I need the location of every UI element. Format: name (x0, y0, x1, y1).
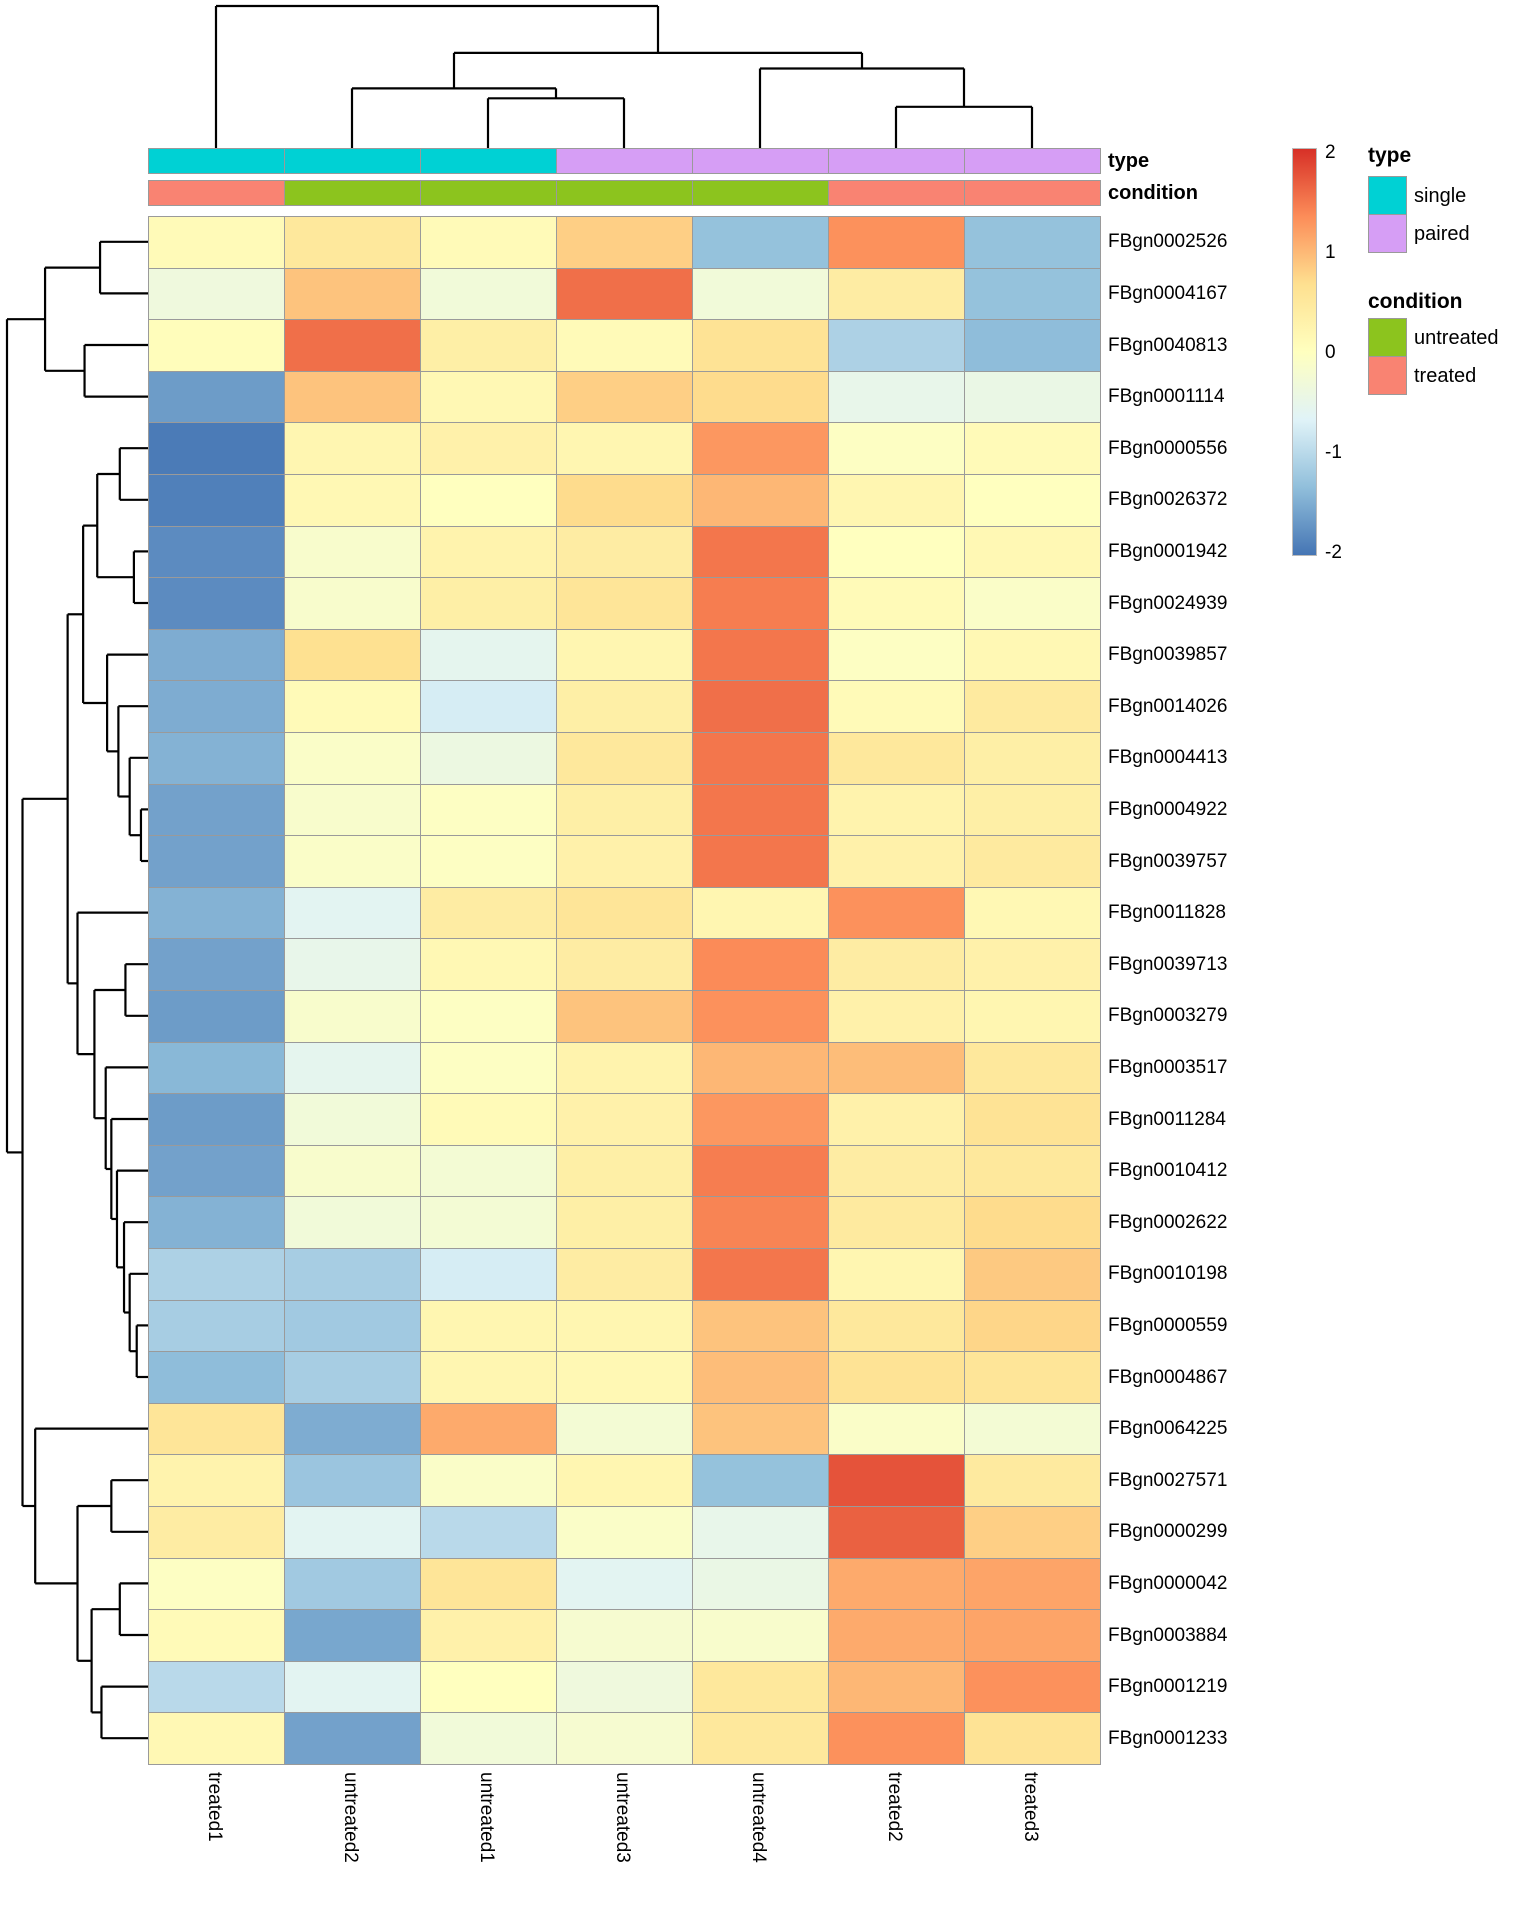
column-label: untreated1 (476, 1772, 497, 1863)
heatmap-cell (692, 1454, 829, 1507)
annotation-cell (692, 180, 829, 206)
heatmap-cell (828, 1558, 965, 1611)
heatmap-cell (828, 526, 965, 579)
heatmap-cell (828, 474, 965, 527)
heatmap-cell (828, 990, 965, 1043)
heatmap-cell (148, 1454, 285, 1507)
heatmap-cell (284, 1093, 421, 1146)
row-label: FBgn0004167 (1108, 282, 1228, 304)
column-label: treated3 (1020, 1772, 1041, 1842)
heatmap-cell (148, 526, 285, 579)
heatmap-cell (148, 784, 285, 837)
heatmap-cell (556, 784, 693, 837)
row-label: FBgn0039857 (1108, 644, 1228, 666)
heatmap-cell (556, 1712, 693, 1765)
heatmap-cell (284, 938, 421, 991)
row-label: FBgn0010198 (1108, 1263, 1228, 1285)
heatmap-cell (692, 319, 829, 372)
heatmap-cell (420, 784, 557, 837)
heatmap-cell (828, 1712, 965, 1765)
heatmap-cell (148, 938, 285, 991)
heatmap-cell (964, 474, 1101, 527)
heatmap-cell (964, 835, 1101, 888)
heatmap-cell (964, 1712, 1101, 1765)
heatmap-cell (148, 1661, 285, 1714)
heatmap-cell (692, 938, 829, 991)
heatmap-cell (420, 938, 557, 991)
heatmap-cell (556, 1403, 693, 1456)
heatmap-cell (148, 1403, 285, 1456)
heatmap-cell (420, 474, 557, 527)
heatmap-cell (964, 1300, 1101, 1353)
heatmap-cell (692, 577, 829, 630)
heatmap-cell (284, 887, 421, 940)
heatmap-cell (828, 1351, 965, 1404)
heatmap-cell (556, 371, 693, 424)
heatmap-cell (964, 629, 1101, 682)
legend-item-label: untreated (1414, 327, 1499, 349)
row-label: FBgn0001942 (1108, 540, 1228, 562)
heatmap-cell (284, 835, 421, 888)
heatmap-cell (148, 1145, 285, 1198)
heatmap-cell (692, 422, 829, 475)
type-bar-label: type (1108, 150, 1150, 172)
heatmap-cell (148, 1196, 285, 1249)
heatmap-cell (148, 1248, 285, 1301)
heatmap-cell (148, 577, 285, 630)
heatmap-cell (828, 629, 965, 682)
heatmap-cell (828, 1403, 965, 1456)
heatmap-cell (692, 1506, 829, 1559)
heatmap-cell (828, 732, 965, 785)
heatmap-cell (148, 887, 285, 940)
annotation-cell (828, 180, 965, 206)
legend-swatch (1368, 214, 1407, 253)
heatmap-cell (284, 1145, 421, 1198)
row-label: FBgn0000299 (1108, 1521, 1228, 1543)
row-label: FBgn0064225 (1108, 1418, 1228, 1440)
heatmap-cell (964, 1093, 1101, 1146)
heatmap-cell (148, 474, 285, 527)
heatmap-cell (964, 319, 1101, 372)
heatmap-cell (828, 1042, 965, 1095)
heatmap-cell (284, 680, 421, 733)
heatmap-cell (148, 1093, 285, 1146)
heatmap-cell (964, 1558, 1101, 1611)
heatmap-cell (284, 371, 421, 424)
heatmap-cell (964, 371, 1101, 424)
row-label: FBgn0011284 (1108, 1108, 1226, 1130)
heatmap-cell (556, 1093, 693, 1146)
heatmap-cell (284, 1454, 421, 1507)
row-label: FBgn0002526 (1108, 231, 1228, 253)
heatmap-cell (828, 1454, 965, 1507)
heatmap-cell (692, 1712, 829, 1765)
annotation-cell (284, 148, 421, 174)
colorbar-tick: -1 (1325, 441, 1342, 463)
heatmap-cell (964, 577, 1101, 630)
heatmap-cell (420, 1661, 557, 1714)
heatmap-cell (148, 680, 285, 733)
heatmap-cell (556, 1661, 693, 1714)
annotation-cell (964, 180, 1101, 206)
heatmap-cell (556, 1506, 693, 1559)
annotation-cell (148, 180, 285, 206)
row-label: FBgn0000559 (1108, 1314, 1228, 1336)
heatmap-cell (148, 422, 285, 475)
heatmap-cell (828, 1661, 965, 1714)
annotation-cell (692, 148, 829, 174)
heatmap-cell (284, 990, 421, 1043)
heatmap-cell (556, 1145, 693, 1198)
legend-item-label: paired (1414, 223, 1470, 245)
heatmap-cell (148, 1300, 285, 1353)
heatmap-cell (148, 371, 285, 424)
heatmap-cell (284, 1609, 421, 1662)
heatmap-cell (420, 1558, 557, 1611)
row-label: FBgn0027571 (1108, 1469, 1228, 1491)
heatmap-cell (420, 1609, 557, 1662)
row-label: FBgn0002622 (1108, 1211, 1228, 1233)
heatmap-cell (556, 835, 693, 888)
heatmap-cell (692, 680, 829, 733)
heatmap-cell (692, 1661, 829, 1714)
heatmap-cell (692, 1145, 829, 1198)
heatmap-cell (420, 1351, 557, 1404)
heatmap-cell (556, 1351, 693, 1404)
heatmap-cell (420, 319, 557, 372)
heatmap-cell (420, 1506, 557, 1559)
column-label: treated2 (884, 1772, 905, 1842)
heatmap-cell (692, 732, 829, 785)
row-label: FBgn0001114 (1108, 386, 1225, 408)
heatmap-cell (828, 422, 965, 475)
heatmap-cell (692, 835, 829, 888)
annotation-cell (556, 180, 693, 206)
heatmap-cell (828, 1093, 965, 1146)
heatmap-cell (284, 474, 421, 527)
heatmap-cell (964, 1403, 1101, 1456)
heatmap-cell (148, 990, 285, 1043)
colorbar-tick: 0 (1325, 341, 1336, 363)
heatmap-cell (964, 1351, 1101, 1404)
heatmap-cell (148, 268, 285, 321)
heatmap-cell (420, 577, 557, 630)
column-label: untreated4 (748, 1772, 769, 1863)
heatmap-cell (964, 1454, 1101, 1507)
heatmap-cell (556, 1558, 693, 1611)
annotation-cell (148, 148, 285, 174)
heatmap-cell (420, 629, 557, 682)
colorbar (1292, 148, 1317, 556)
heatmap-cell (148, 1351, 285, 1404)
heatmap-cell (420, 990, 557, 1043)
heatmap-cell (284, 1558, 421, 1611)
heatmap-cell (556, 1454, 693, 1507)
annotation-cell (284, 180, 421, 206)
row-label: FBgn0024939 (1108, 592, 1228, 614)
heatmap-cell (420, 680, 557, 733)
heatmap-cell (420, 1248, 557, 1301)
heatmap-cell (420, 835, 557, 888)
heatmap-cell (692, 1196, 829, 1249)
heatmap-cell (556, 1196, 693, 1249)
heatmap-cell (828, 268, 965, 321)
heatmap-cell (556, 1609, 693, 1662)
heatmap-cell (556, 474, 693, 527)
heatmap-cell (828, 887, 965, 940)
heatmap-cell (284, 577, 421, 630)
row-label: FBgn0001233 (1108, 1727, 1228, 1749)
heatmap-cell (964, 680, 1101, 733)
heatmap-cell (828, 784, 965, 837)
row-label: FBgn0010412 (1108, 1160, 1228, 1182)
heatmap-cell (420, 1300, 557, 1353)
heatmap-cell (556, 1248, 693, 1301)
colorbar-tick: 1 (1325, 241, 1336, 263)
heatmap-cell (692, 1558, 829, 1611)
heatmap-cell (284, 526, 421, 579)
row-dendrogram (7, 242, 148, 1738)
heatmap-cell (692, 784, 829, 837)
heatmap-cell (420, 1403, 557, 1456)
heatmap-cell (556, 268, 693, 321)
heatmap-cell (828, 577, 965, 630)
heatmap-cell (828, 1196, 965, 1249)
heatmap-cell (964, 422, 1101, 475)
heatmap-cell (692, 1300, 829, 1353)
heatmap-cell (420, 732, 557, 785)
heatmap-cell (148, 732, 285, 785)
heatmap-cell (964, 990, 1101, 1043)
condition-legend-title: condition (1368, 290, 1463, 313)
heatmap-cell (964, 1248, 1101, 1301)
heatmap-cell (556, 577, 693, 630)
heatmap-cell (556, 422, 693, 475)
row-label: FBgn0014026 (1108, 695, 1228, 717)
heatmap-cell (284, 1712, 421, 1765)
heatmap-cell (556, 680, 693, 733)
heatmap-cell (420, 1712, 557, 1765)
heatmap-cell (828, 835, 965, 888)
row-label: FBgn0026372 (1108, 489, 1228, 511)
heatmap-cell (692, 268, 829, 321)
heatmap-cell (148, 835, 285, 888)
heatmap-cell (828, 1506, 965, 1559)
heatmap-cell (284, 268, 421, 321)
heatmap-cell (964, 784, 1101, 837)
heatmap-cell (692, 629, 829, 682)
heatmap-cell (420, 1196, 557, 1249)
heatmap-cell (964, 1609, 1101, 1662)
heatmap-cell (420, 1145, 557, 1198)
heatmap-cell (556, 319, 693, 372)
annotation-cell (828, 148, 965, 174)
column-label: untreated3 (612, 1772, 633, 1863)
heatmap-cell (692, 1042, 829, 1095)
heatmap-cell (556, 732, 693, 785)
heatmap-cell (964, 1506, 1101, 1559)
heatmap-cell (420, 526, 557, 579)
heatmap-cell (148, 216, 285, 269)
heatmap-cell (828, 216, 965, 269)
heatmap-cell (556, 526, 693, 579)
heatmap-cell (964, 1196, 1101, 1249)
heatmap-cell (556, 629, 693, 682)
column-label: treated1 (204, 1772, 225, 1842)
annotation-cell (420, 180, 557, 206)
row-label: FBgn0001219 (1108, 1676, 1228, 1698)
heatmap-cell (148, 319, 285, 372)
column-dendrogram (216, 6, 1032, 148)
heatmap-cell (284, 1248, 421, 1301)
annotation-cell (420, 148, 557, 174)
legend-swatch (1368, 176, 1407, 215)
heatmap-cell (828, 371, 965, 424)
annotation-cell (964, 148, 1101, 174)
heatmap-cell (556, 216, 693, 269)
heatmap-cell (420, 371, 557, 424)
heatmap-cell (556, 1042, 693, 1095)
annotation-cell (556, 148, 693, 174)
heatmap-cell (284, 1196, 421, 1249)
heatmap-cell (964, 268, 1101, 321)
legend-swatch (1368, 356, 1407, 395)
heatmap-cell (964, 938, 1101, 991)
legend-item-label: single (1414, 185, 1467, 207)
heatmap-cell (420, 422, 557, 475)
row-label: FBgn0004413 (1108, 747, 1228, 769)
colorbar-tick: 2 (1325, 141, 1336, 163)
heatmap-cell (420, 1454, 557, 1507)
heatmap-cell (556, 938, 693, 991)
row-label: FBgn0004867 (1108, 1366, 1228, 1388)
heatmap-cell (556, 887, 693, 940)
heatmap-cell (692, 887, 829, 940)
heatmap-cell (148, 1506, 285, 1559)
heatmap-cell (964, 1661, 1101, 1714)
row-label: FBgn0039757 (1108, 850, 1228, 872)
heatmap-cell (692, 1403, 829, 1456)
heatmap-cell (828, 1145, 965, 1198)
heatmap-cell (420, 1093, 557, 1146)
heatmap-cell (148, 1609, 285, 1662)
row-label: FBgn0004922 (1108, 798, 1228, 820)
colorbar-tick: -2 (1325, 541, 1342, 563)
heatmap-cell (420, 1042, 557, 1095)
row-label: FBgn0003517 (1108, 1056, 1228, 1078)
heatmap-cell (284, 422, 421, 475)
row-label: FBgn0000042 (1108, 1572, 1228, 1594)
row-label: FBgn0040813 (1108, 334, 1228, 356)
heatmap-cell (284, 1300, 421, 1353)
heatmap-cell (284, 1661, 421, 1714)
heatmap-cell (828, 1248, 965, 1301)
row-label: FBgn0011828 (1108, 902, 1226, 924)
heatmap-cell (964, 1145, 1101, 1198)
heatmap-cell (556, 1300, 693, 1353)
heatmap-cell (420, 216, 557, 269)
heatmap-cell (284, 629, 421, 682)
heatmap-cell (692, 1093, 829, 1146)
heatmap-cell (964, 887, 1101, 940)
heatmap-cell (964, 526, 1101, 579)
heatmap-cell (692, 1609, 829, 1662)
heatmap-cell (964, 216, 1101, 269)
heatmap-cell (692, 474, 829, 527)
heatmap-cell (692, 371, 829, 424)
row-label: FBgn0003279 (1108, 1005, 1228, 1027)
heatmap-cell (828, 1609, 965, 1662)
row-label: FBgn0039713 (1108, 953, 1228, 975)
heatmap-cell (692, 526, 829, 579)
heatmap-cell (284, 319, 421, 372)
heatmap-cell (148, 629, 285, 682)
heatmap-cell (964, 1042, 1101, 1095)
row-label: FBgn0000556 (1108, 437, 1228, 459)
heatmap-cell (284, 784, 421, 837)
legend-item-label: treated (1414, 365, 1477, 387)
heatmap-cell (692, 216, 829, 269)
heatmap-cell (692, 1351, 829, 1404)
heatmap-cell (284, 1403, 421, 1456)
heatmap-cell (148, 1558, 285, 1611)
heatmap-cell (420, 887, 557, 940)
heatmap-cell (148, 1042, 285, 1095)
legend-swatch (1368, 318, 1407, 357)
type-legend-title: type (1368, 144, 1412, 167)
heatmap-cell (556, 990, 693, 1043)
heatmap-cell (828, 319, 965, 372)
heatmap-cell (828, 1300, 965, 1353)
heatmap-cell (284, 216, 421, 269)
heatmap-cell (420, 268, 557, 321)
heatmap-cell (964, 732, 1101, 785)
heatmap-cell (692, 990, 829, 1043)
heatmap-cell (692, 1248, 829, 1301)
heatmap-cell (148, 1712, 285, 1765)
heatmap-cell (284, 1351, 421, 1404)
heatmap-cell (284, 1042, 421, 1095)
row-label: FBgn0003884 (1108, 1624, 1228, 1646)
column-label: untreated2 (340, 1772, 361, 1863)
heatmap-cell (828, 938, 965, 991)
heatmap-cell (828, 680, 965, 733)
heatmap-cell (284, 1506, 421, 1559)
condition-bar-label: condition (1108, 182, 1198, 204)
heatmap-cell (284, 732, 421, 785)
